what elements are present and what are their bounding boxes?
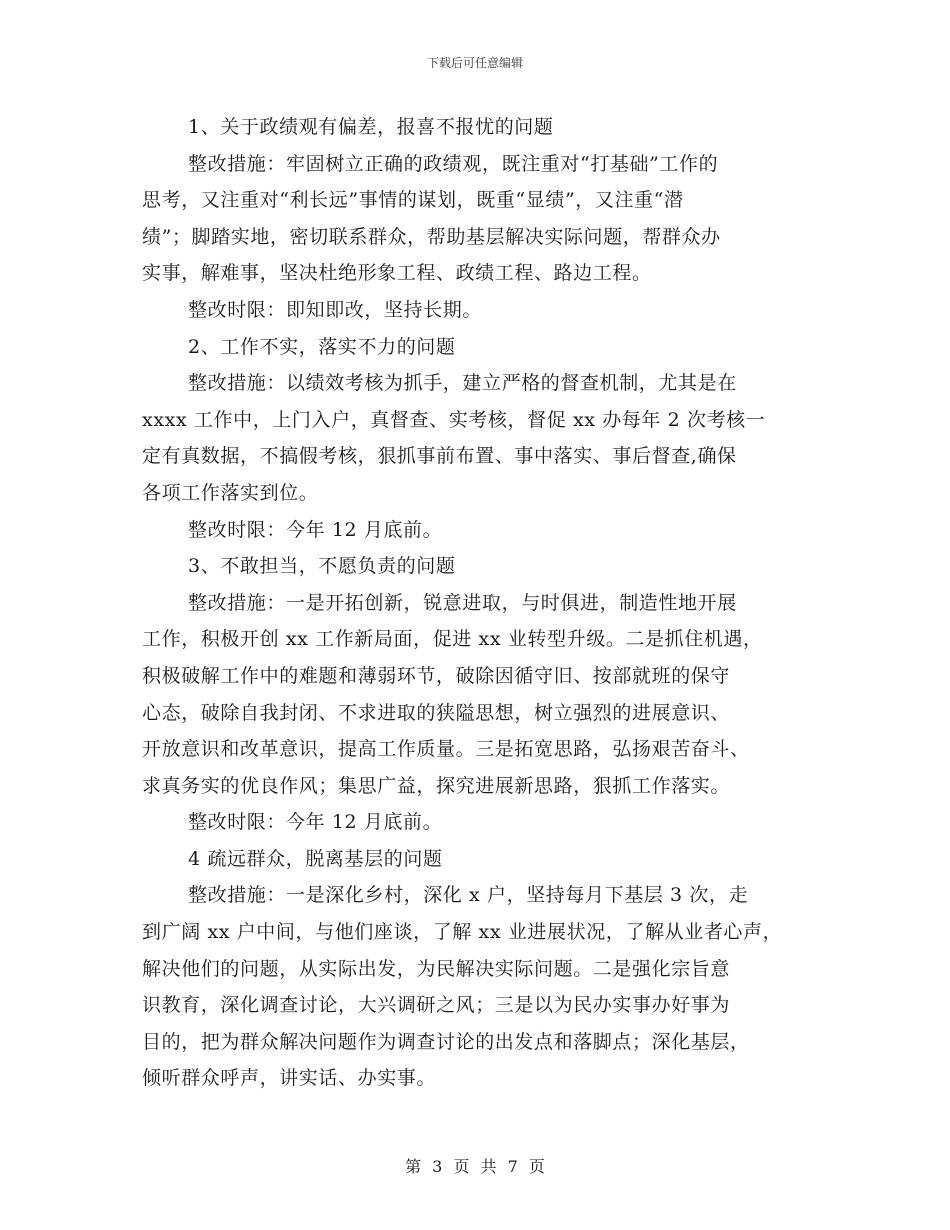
document-body bbox=[142, 109, 842, 1097]
text-line: 开放意识和改革意识，提高工作质量。三是拓宽思路，弘扬艰苦奋斗、 bbox=[142, 738, 750, 761]
text-line: 2、工作不实，落实不力的问题 bbox=[188, 335, 456, 358]
text-line: 积极破解工作中的难题和薄弱环节，破除因循守旧、按部就班的保守 bbox=[142, 664, 731, 687]
text-line: 整改措施：一是开拓创新，锐意进取，与时俱进，制造性地开展 bbox=[188, 591, 737, 614]
text-line: 整改措施：牢固树立正确的政绩观，既注重对“打基础”工作的 bbox=[188, 152, 719, 175]
text-line: 工作，积极开创 xx 工作新局面，促进 xx 业转型升级。二是抓住机遇， bbox=[142, 628, 763, 651]
text-line: 倾听群众呼声，讲实话、办实事。 bbox=[142, 1067, 437, 1090]
text-line: 识教育，深化调查讨论，大兴调研之风；三是以为民办实事办好事为 bbox=[142, 994, 731, 1017]
text-line: 整改措施：一是深化乡村，深化 x 户，坚持每月下基层 3 次，走 bbox=[188, 884, 749, 907]
text-line: 整改措施：以绩效考核为抓手，建立严格的督查机制，尤其是在 bbox=[188, 372, 737, 395]
text-line: 实事，解难事，坚决杜绝形象工程、政绩工程、路边工程。 bbox=[142, 262, 652, 285]
page-footer: 第 3 页 共 7 页 bbox=[405, 1157, 545, 1176]
text-line: 整改时限：即知即改，坚持长期。 bbox=[188, 298, 483, 321]
text-line: 3、不敢担当，不愿负责的问题 bbox=[188, 555, 456, 578]
text-line: 求真务实的优良作风；集思广益，探究进展新思路，狠抓工作落实。 bbox=[142, 774, 731, 797]
text-line: 绩”；脚踏实地，密切联系群众，帮助基层解决实际问题，帮群众办 bbox=[142, 225, 721, 248]
text-line: 解决他们的问题，从实际出发，为民解决实际问题。二是强化宗旨意 bbox=[142, 957, 731, 980]
text-line: xxxx 工作中，上门入户，真督查、实考核，督促 xx 办每年 2 次考核一 bbox=[142, 408, 766, 431]
page-header: 下载后可任意编辑 bbox=[426, 56, 523, 70]
text-line: 整改时限：今年 12 月底前。 bbox=[188, 518, 443, 541]
text-line: 整改时限：今年 12 月底前。 bbox=[188, 811, 443, 834]
text-line: 思考，又注重对“利长远”事情的谋划，既重“显绩”，又注重“潜 bbox=[142, 189, 684, 212]
text-line: 到广阔 xx 户中间，与他们座谈，了解 xx 业进展状况，了解从业者心声， bbox=[142, 921, 783, 944]
text-line: 各项工作落实到位。 bbox=[142, 481, 319, 504]
text-line: 4 疏远群众，脱离基层的问题 bbox=[188, 847, 443, 870]
text-line: 心态，破除自我封闭、不求进取的狭隘思想，树立强烈的进展意识、 bbox=[142, 701, 731, 724]
text-line: 1、关于政绩观有偏差，报喜不报忧的问题 bbox=[188, 116, 554, 138]
text-line: 目的，把为群众解决问题作为调查讨论的出发点和落脚点；深化基层， bbox=[142, 1030, 750, 1053]
text-line: 定有真数据，不搞假考核，狠抓事前布置、事中落实、事后督查,确保 bbox=[142, 445, 737, 468]
